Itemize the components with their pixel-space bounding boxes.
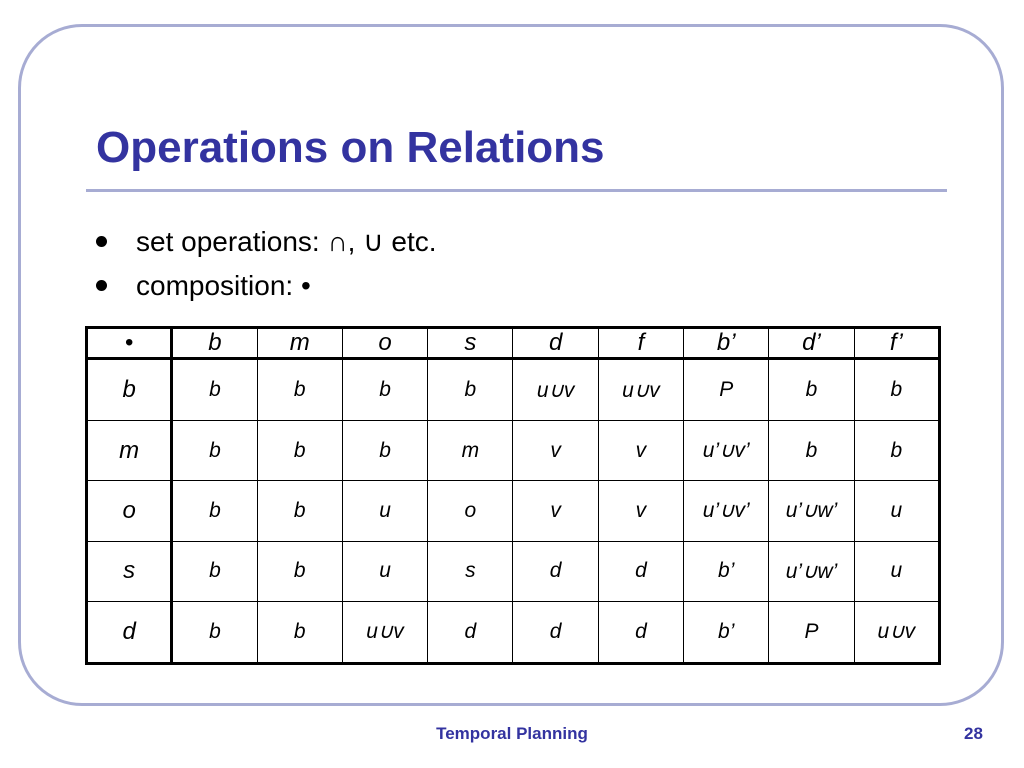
footer-title: Temporal Planning <box>436 724 588 743</box>
table-cell: b <box>342 359 427 421</box>
table-cell: u <box>342 481 427 541</box>
column-header: f <box>598 328 683 359</box>
bullet-item <box>96 220 437 264</box>
table-cell: b <box>172 421 257 481</box>
table-cell: b <box>172 541 257 601</box>
column-header: b’ <box>684 328 769 359</box>
table-cell: b <box>257 421 342 481</box>
row-header: o <box>87 481 172 541</box>
table-cell: v <box>513 421 598 481</box>
table-cell: b <box>257 481 342 541</box>
table-row <box>87 421 940 481</box>
table-cell: u∪v <box>342 601 427 663</box>
table-cell: b <box>769 359 854 421</box>
table-cell: b <box>854 421 939 481</box>
table-cell: d <box>598 601 683 663</box>
corner-cell: • <box>87 328 172 359</box>
table-row <box>87 541 940 601</box>
table-cell: b <box>257 359 342 421</box>
table-cell: b’ <box>684 601 769 663</box>
column-header: b <box>172 328 257 359</box>
table-cell: b <box>428 359 513 421</box>
header-row <box>87 328 940 359</box>
table-cell: o <box>428 481 513 541</box>
table-cell: v <box>513 481 598 541</box>
column-header: o <box>342 328 427 359</box>
table-cell: u∪v <box>598 359 683 421</box>
slide-title: Operations on Relations <box>96 123 605 172</box>
table-cell: v <box>598 421 683 481</box>
column-header: f’ <box>854 328 939 359</box>
table-cell: s <box>428 541 513 601</box>
bullet-item <box>96 264 437 308</box>
column-header: d’ <box>769 328 854 359</box>
table-cell: m <box>428 421 513 481</box>
table-cell: P <box>769 601 854 663</box>
composition-table <box>85 326 941 665</box>
table-cell: u∪v <box>513 359 598 421</box>
bullet-list <box>96 220 437 308</box>
table-row <box>87 359 940 421</box>
row-header: m <box>87 421 172 481</box>
table-cell: b <box>257 541 342 601</box>
table-cell: u’∪v’ <box>684 421 769 481</box>
column-header: s <box>428 328 513 359</box>
table-cell: b <box>769 421 854 481</box>
bullet-text: composition: • <box>136 270 311 301</box>
table-cell: u∪v <box>854 601 939 663</box>
table-cell: u’∪w’ <box>769 481 854 541</box>
bullet-dot-icon <box>96 236 107 247</box>
bullet-dot-icon <box>96 280 107 291</box>
table-cell: b <box>172 481 257 541</box>
table-row <box>87 481 940 541</box>
table-cell: u’∪v’ <box>684 481 769 541</box>
table-cell: b’ <box>684 541 769 601</box>
table-cell: b <box>854 359 939 421</box>
table-cell: b <box>257 601 342 663</box>
table-cell: u <box>854 481 939 541</box>
column-header: m <box>257 328 342 359</box>
bullet-text: set operations: ∩, ∪ etc. <box>136 226 437 257</box>
column-header: d <box>513 328 598 359</box>
table-cell: d <box>598 541 683 601</box>
table-row <box>87 601 940 663</box>
table-cell: d <box>428 601 513 663</box>
table-cell: b <box>172 601 257 663</box>
table-cell: u <box>342 541 427 601</box>
page-number: 28 <box>964 724 983 743</box>
title-underline <box>86 189 947 192</box>
table-cell: b <box>342 421 427 481</box>
table-cell: d <box>513 601 598 663</box>
row-header: b <box>87 359 172 421</box>
table-cell: u <box>854 541 939 601</box>
table-cell: b <box>172 359 257 421</box>
row-header: s <box>87 541 172 601</box>
table-cell: u’∪w’ <box>769 541 854 601</box>
row-header: d <box>87 601 172 663</box>
table-cell: d <box>513 541 598 601</box>
table-cell: P <box>684 359 769 421</box>
table-cell: v <box>598 481 683 541</box>
